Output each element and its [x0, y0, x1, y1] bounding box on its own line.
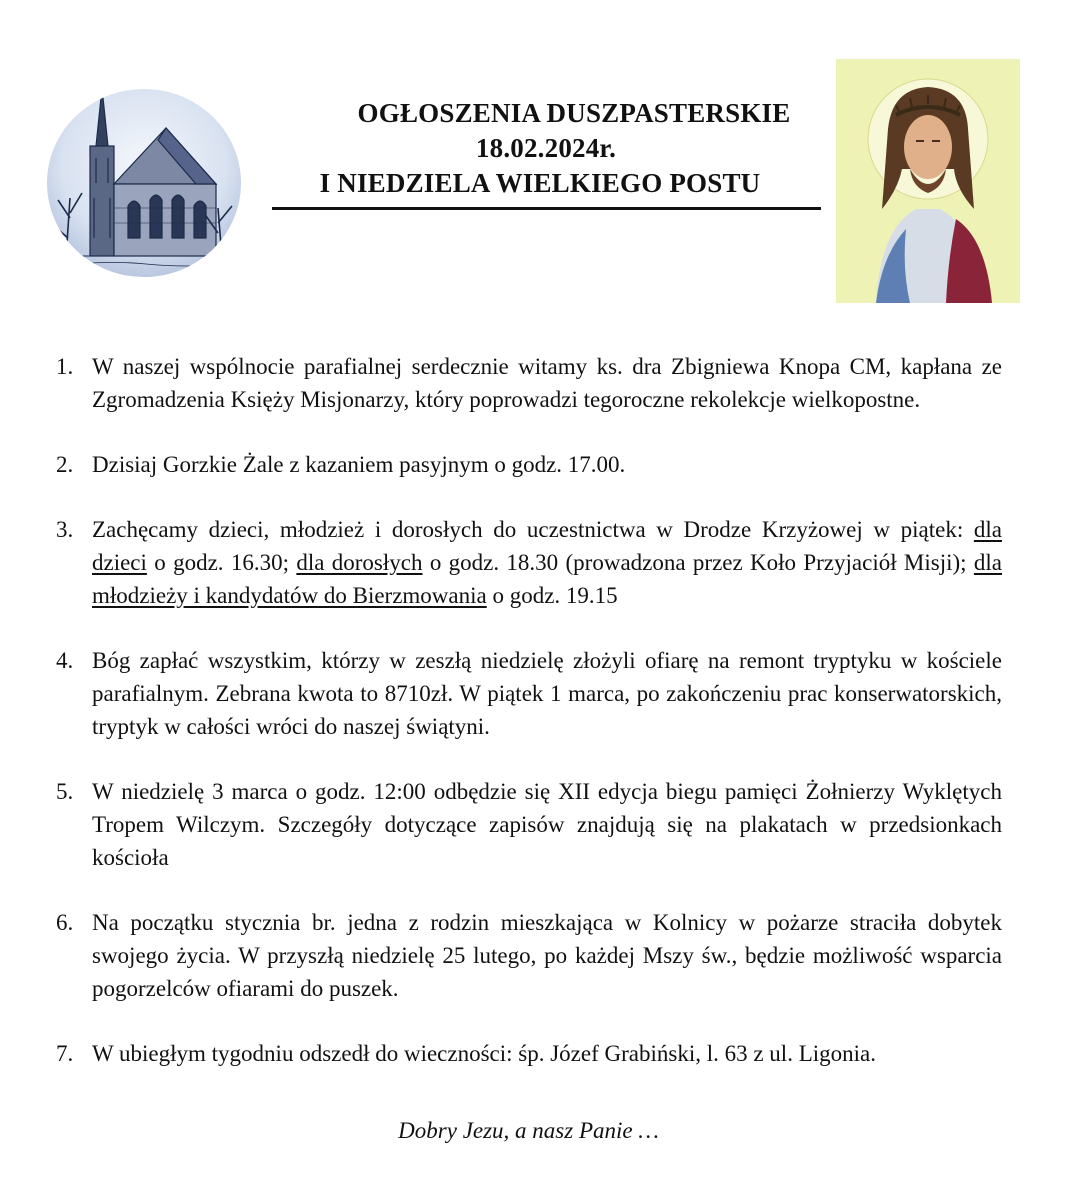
announcement-item-4 — [56, 644, 1002, 743]
item-text-part: o godz. 18.30 (prowadzona przez Koło Przyjaciół Misji); — [422, 550, 974, 575]
item-text-part: Zachęcamy dzieci, młodzież i dorosłych do uczestnictwa w Drodze Krzyżowej w piątek: — [92, 517, 974, 542]
announcement-header — [270, 96, 822, 201]
announcement-item-6 — [56, 906, 1002, 1005]
item-number: 2. — [56, 452, 74, 477]
page-subtitle: I NIEDZIELA WIELKIEGO POSTU — [319, 168, 761, 198]
jesus-image — [836, 59, 1020, 303]
item-text: Bóg zapłać wszystkim, którzy w zeszłą niedzielę złożyli ofiarę na remont tryptyku w kościele parafialnym. Zebrana kwota to 8710zł. W piątek 1 marca, po zakończeniu prac konserwatorskich, tryptyk w całości wróci do naszej świątyni. — [92, 648, 1002, 739]
item-number: 3. — [56, 517, 74, 542]
announcement-date: 18.02.2024r. — [475, 133, 617, 163]
item-text: W ubiegłym tygodniu odszedł do wieczności: śp. Józef Grabiński, l. 63 z ul. Ligonia. — [92, 1041, 876, 1066]
item-number: 1. — [56, 354, 74, 379]
item-number: 4. — [56, 648, 74, 673]
announcement-item-7 — [56, 1037, 1002, 1070]
item-text: W naszej wspólnocie parafialnej serdecznie witamy ks. dra Zbigniewa Knopa CM, kapłana ze Zgromadzenia Księży Misjonarzy, który poprowadzi tegoroczne rekolekcje wielkopostne. — [92, 354, 1002, 412]
underlined-text-youth: dla młodzieży i kandydatów do Bierzmowania — [92, 550, 1002, 608]
item-number: 7. — [56, 1041, 74, 1066]
closing-prayer: Dobry Jezu, a nasz Panie … — [398, 1118, 659, 1143]
item-text: Na początku stycznia br. jedna z rodzin mieszkająca w Kolnicy w pożarze straciła dobytek swojego życia. W przyszłą niedzielę 25 lutego, po każdej Mszy św., będzie możliwość wsparcia pogorzelców ofiarami do puszek. — [92, 910, 1002, 1001]
item-text-part: o godz. 16.30; — [146, 550, 297, 575]
announcement-item-2 — [56, 448, 1002, 481]
announcement-item-3 — [56, 513, 1002, 612]
announcement-list — [56, 350, 1002, 1102]
underlined-text-children: dla dzieci — [92, 517, 1002, 575]
underlined-text-adults: dla dorosłych — [296, 550, 423, 575]
item-text: Dzisiaj Gorzkie Żale z kazaniem pasyjnym o godz. 17.00. — [92, 452, 626, 477]
item-text — [92, 513, 1002, 612]
announcement-item-1 — [56, 350, 1002, 416]
page-title: OGŁOSZENIA DUSZPASTERSKIE — [357, 98, 791, 128]
announcement-item-5 — [56, 775, 1002, 874]
item-text: W niedzielę 3 marca o godz. 12:00 odbędzie się XII edycja biegu pamięci Żołnierzy Wyklętych Tropem Wilczym. Szczegóły dotyczące zapisów znajdują się na plakatach w przedsionkach kościoła — [92, 779, 1002, 870]
church-image — [46, 88, 242, 278]
item-number: 6. — [56, 910, 74, 935]
header-divider — [272, 207, 821, 210]
item-number: 5. — [56, 779, 74, 804]
item-text-part: o godz. 19.15 — [486, 583, 618, 608]
